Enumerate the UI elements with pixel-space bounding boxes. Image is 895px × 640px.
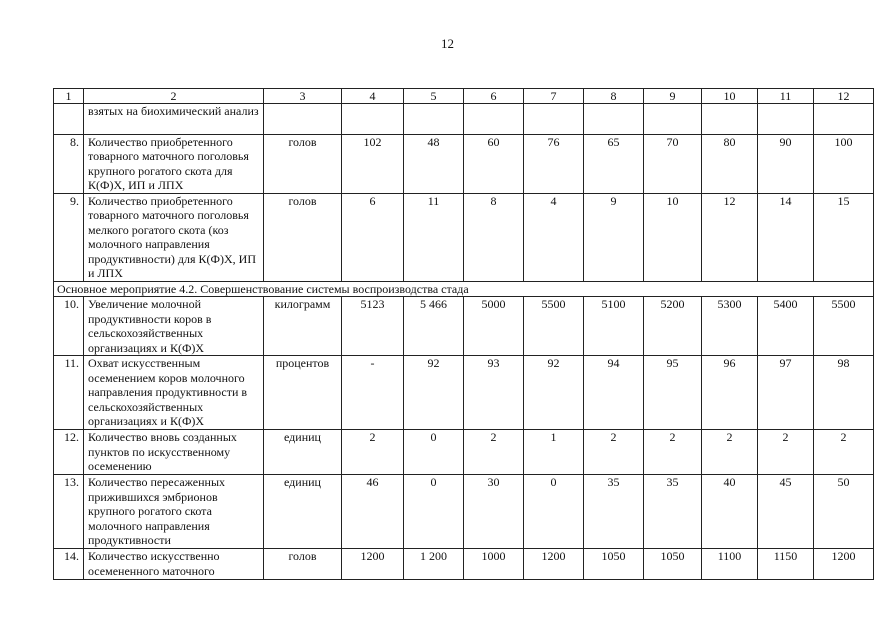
table-row xyxy=(54,356,874,430)
value-cell: 1050 xyxy=(644,549,702,580)
header-cell: 6 xyxy=(464,89,524,104)
value-cell xyxy=(702,104,758,135)
indicators-table xyxy=(53,88,874,580)
row-number: 12. xyxy=(54,430,84,475)
value-cell: 92 xyxy=(524,356,584,430)
value-cell: 5500 xyxy=(524,297,584,356)
unit-cell: процентов xyxy=(264,356,342,430)
value-cell xyxy=(404,104,464,135)
value-cell: 35 xyxy=(584,475,644,549)
value-cell: 1 xyxy=(524,430,584,475)
value-cell: 1150 xyxy=(758,549,814,580)
row-number xyxy=(54,104,84,135)
row-number: 9. xyxy=(54,194,84,282)
table-row xyxy=(54,475,874,549)
value-cell xyxy=(814,104,874,135)
header-cell: 2 xyxy=(84,89,264,104)
table-row xyxy=(54,297,874,356)
value-cell: 45 xyxy=(758,475,814,549)
value-cell: 15 xyxy=(814,194,874,282)
indicator-name: Увеличение молочной продуктивности коров в сельскохозяйственных организациях и К(Ф)Х xyxy=(84,297,264,356)
value-cell: 9 xyxy=(584,194,644,282)
table-row xyxy=(54,135,874,194)
value-cell: 97 xyxy=(758,356,814,430)
value-cell: 40 xyxy=(702,475,758,549)
value-cell: 35 xyxy=(644,475,702,549)
value-cell: 2 xyxy=(342,430,404,475)
value-cell: 12 xyxy=(702,194,758,282)
header-cell: 7 xyxy=(524,89,584,104)
page-number: 12 xyxy=(441,36,454,51)
value-cell: 92 xyxy=(404,356,464,430)
value-cell: 1100 xyxy=(702,549,758,580)
value-cell: 5123 xyxy=(342,297,404,356)
header-row xyxy=(54,89,874,104)
value-cell: 100 xyxy=(814,135,874,194)
value-cell xyxy=(464,104,524,135)
value-cell: 1050 xyxy=(584,549,644,580)
value-cell: 102 xyxy=(342,135,404,194)
value-cell: 2 xyxy=(702,430,758,475)
value-cell: 96 xyxy=(702,356,758,430)
header-cell: 12 xyxy=(814,89,874,104)
header-cell: 9 xyxy=(644,89,702,104)
unit-cell: голов xyxy=(264,549,342,580)
value-cell xyxy=(758,104,814,135)
value-cell: 1200 xyxy=(814,549,874,580)
header-cell: 3 xyxy=(264,89,342,104)
indicator-name: Количество приобретенного товарного маточного поголовья мелкого рогатого скота (коз молочного направления продуктивности) для К(Ф)Х, ИП и ЛПХ xyxy=(84,194,264,282)
unit-cell: килограмм xyxy=(264,297,342,356)
row-number: 10. xyxy=(54,297,84,356)
value-cell xyxy=(342,104,404,135)
value-cell: 2 xyxy=(814,430,874,475)
header-cell: 1 xyxy=(54,89,84,104)
value-cell: 2 xyxy=(758,430,814,475)
value-cell: 2 xyxy=(584,430,644,475)
value-cell: 4 xyxy=(524,194,584,282)
value-cell: 70 xyxy=(644,135,702,194)
unit-cell: единиц xyxy=(264,475,342,549)
header-cell: 5 xyxy=(404,89,464,104)
value-cell xyxy=(584,104,644,135)
value-cell: 98 xyxy=(814,356,874,430)
indicator-name: Охват искусственным осеменением коров молочного направления продуктивности в сельскохозяйственных организациях и К(Ф)Х xyxy=(84,356,264,430)
indicator-name: Количество искусственно осемененного маточного xyxy=(84,549,264,580)
value-cell: 2 xyxy=(644,430,702,475)
value-cell: 90 xyxy=(758,135,814,194)
value-cell: 5100 xyxy=(584,297,644,356)
value-cell: 46 xyxy=(342,475,404,549)
row-number: 13. xyxy=(54,475,84,549)
value-cell: 14 xyxy=(758,194,814,282)
value-cell: 5200 xyxy=(644,297,702,356)
value-cell: 0 xyxy=(524,475,584,549)
unit-cell xyxy=(264,104,342,135)
unit-cell: единиц xyxy=(264,430,342,475)
value-cell: 76 xyxy=(524,135,584,194)
table-row xyxy=(54,430,874,475)
indicator-name: Количество пересаженных прижившихся эмбрионов крупного рогатого скота молочного направления продуктивности xyxy=(84,475,264,549)
header-cell: 4 xyxy=(342,89,404,104)
row-number: 8. xyxy=(54,135,84,194)
value-cell: 65 xyxy=(584,135,644,194)
value-cell: 94 xyxy=(584,356,644,430)
value-cell: 1 200 xyxy=(404,549,464,580)
value-cell: 6 xyxy=(342,194,404,282)
value-cell: - xyxy=(342,356,404,430)
row-number: 11. xyxy=(54,356,84,430)
indicator-name: взятых на биохимический анализ xyxy=(84,104,264,135)
unit-cell: голов xyxy=(264,135,342,194)
header-cell: 8 xyxy=(584,89,644,104)
value-cell: 0 xyxy=(404,430,464,475)
unit-cell: голов xyxy=(264,194,342,282)
table-row xyxy=(54,194,874,282)
value-cell: 48 xyxy=(404,135,464,194)
section-row xyxy=(54,282,874,297)
value-cell: 60 xyxy=(464,135,524,194)
value-cell: 30 xyxy=(464,475,524,549)
indicator-name: Количество приобретенного товарного маточного поголовья крупного рогатого скота для К(Ф)Х, ИП и ЛПХ xyxy=(84,135,264,194)
table-row xyxy=(54,549,874,580)
table-row xyxy=(54,104,874,135)
value-cell: 50 xyxy=(814,475,874,549)
header-cell: 10 xyxy=(702,89,758,104)
value-cell: 1200 xyxy=(524,549,584,580)
value-cell: 2 xyxy=(464,430,524,475)
value-cell: 5500 xyxy=(814,297,874,356)
value-cell: 93 xyxy=(464,356,524,430)
value-cell: 1000 xyxy=(464,549,524,580)
header-cell: 11 xyxy=(758,89,814,104)
value-cell: 80 xyxy=(702,135,758,194)
value-cell: 95 xyxy=(644,356,702,430)
value-cell: 0 xyxy=(404,475,464,549)
section-title: Основное мероприятие 4.2. Совершенствование системы воспроизводства стада xyxy=(54,282,874,297)
value-cell: 1200 xyxy=(342,549,404,580)
value-cell: 11 xyxy=(404,194,464,282)
value-cell: 5 466 xyxy=(404,297,464,356)
value-cell xyxy=(524,104,584,135)
value-cell xyxy=(644,104,702,135)
row-number: 14. xyxy=(54,549,84,580)
indicator-name: Количество вновь созданных пунктов по искусственному осеменению xyxy=(84,430,264,475)
value-cell: 5400 xyxy=(758,297,814,356)
value-cell: 5000 xyxy=(464,297,524,356)
value-cell: 10 xyxy=(644,194,702,282)
value-cell: 8 xyxy=(464,194,524,282)
value-cell: 5300 xyxy=(702,297,758,356)
